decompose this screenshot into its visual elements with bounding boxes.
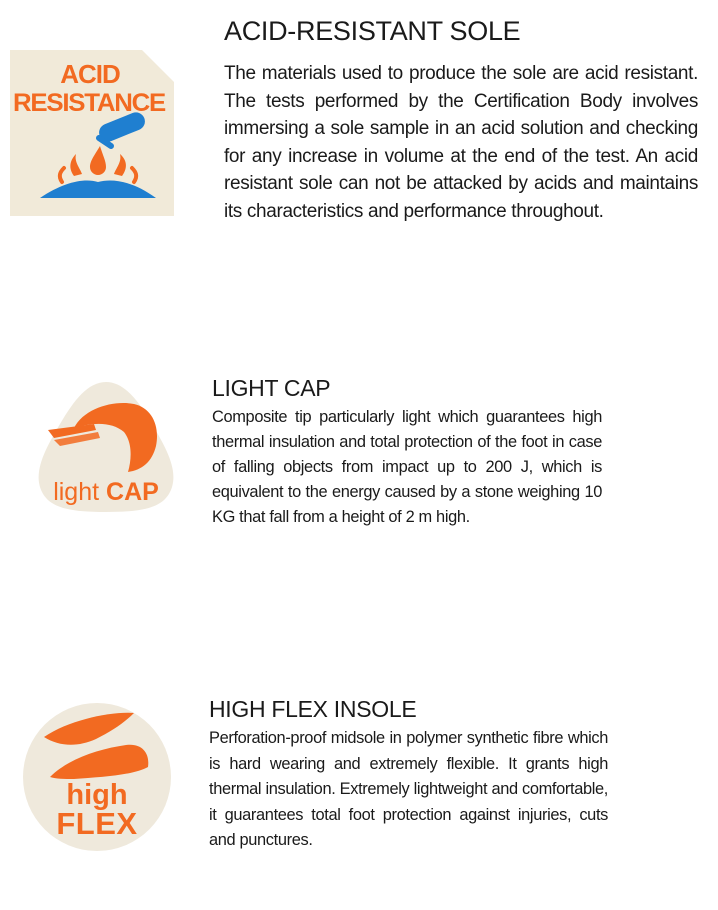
feature-description: The materials used to produce the sole are acid resistant. The tests performed by the Certification Body involves immersing a sole sample in an acid solution and checking for any increase in volume at the end of the test. An acid resistant sole can not be attacked by acids and maintains its characteristics and performance throughout.: [224, 63, 698, 222]
badge-label-light: light: [53, 478, 100, 506]
badge-label-cap: CAP: [106, 478, 159, 506]
badge-label-bottom: FLEX: [56, 806, 138, 841]
feature-acid-resistant-sole: [224, 14, 698, 226]
feature-light-cap: [212, 374, 602, 530]
feature-title: LIGHT CAP: [212, 375, 331, 401]
feature-title: ACID-RESISTANT SOLE: [224, 16, 521, 46]
feature-high-flex-insole: [209, 695, 608, 854]
badge-label-top: ACID: [60, 59, 120, 89]
feature-description: Composite tip particularly light which guarantees high thermal insulation and total protection of the foot in case of falling objects from impact up to 200 J, which is equivalent to the energy caused by a stone weighing 10 KG that fall from a height of 2 m high.: [212, 408, 602, 526]
feature-description: Perforation-proof midsole in polymer synthetic fibre which is hard wearing and extremely flexible. It grants high thermal insulation. Extremely lightweight and comfortable, it guarantees total foot protection against injuries, cuts and punctures.: [209, 729, 608, 849]
high-flex-badge: [22, 701, 172, 853]
badge-label: [53, 478, 159, 506]
light-cap-badge: [32, 380, 180, 514]
badge-label-bottom: RESISTANCE: [13, 89, 166, 117]
badge-label-top: high: [66, 779, 128, 811]
feature-title: HIGH FLEX INSOLE: [209, 696, 417, 722]
acid-resistance-badge: [10, 50, 174, 216]
